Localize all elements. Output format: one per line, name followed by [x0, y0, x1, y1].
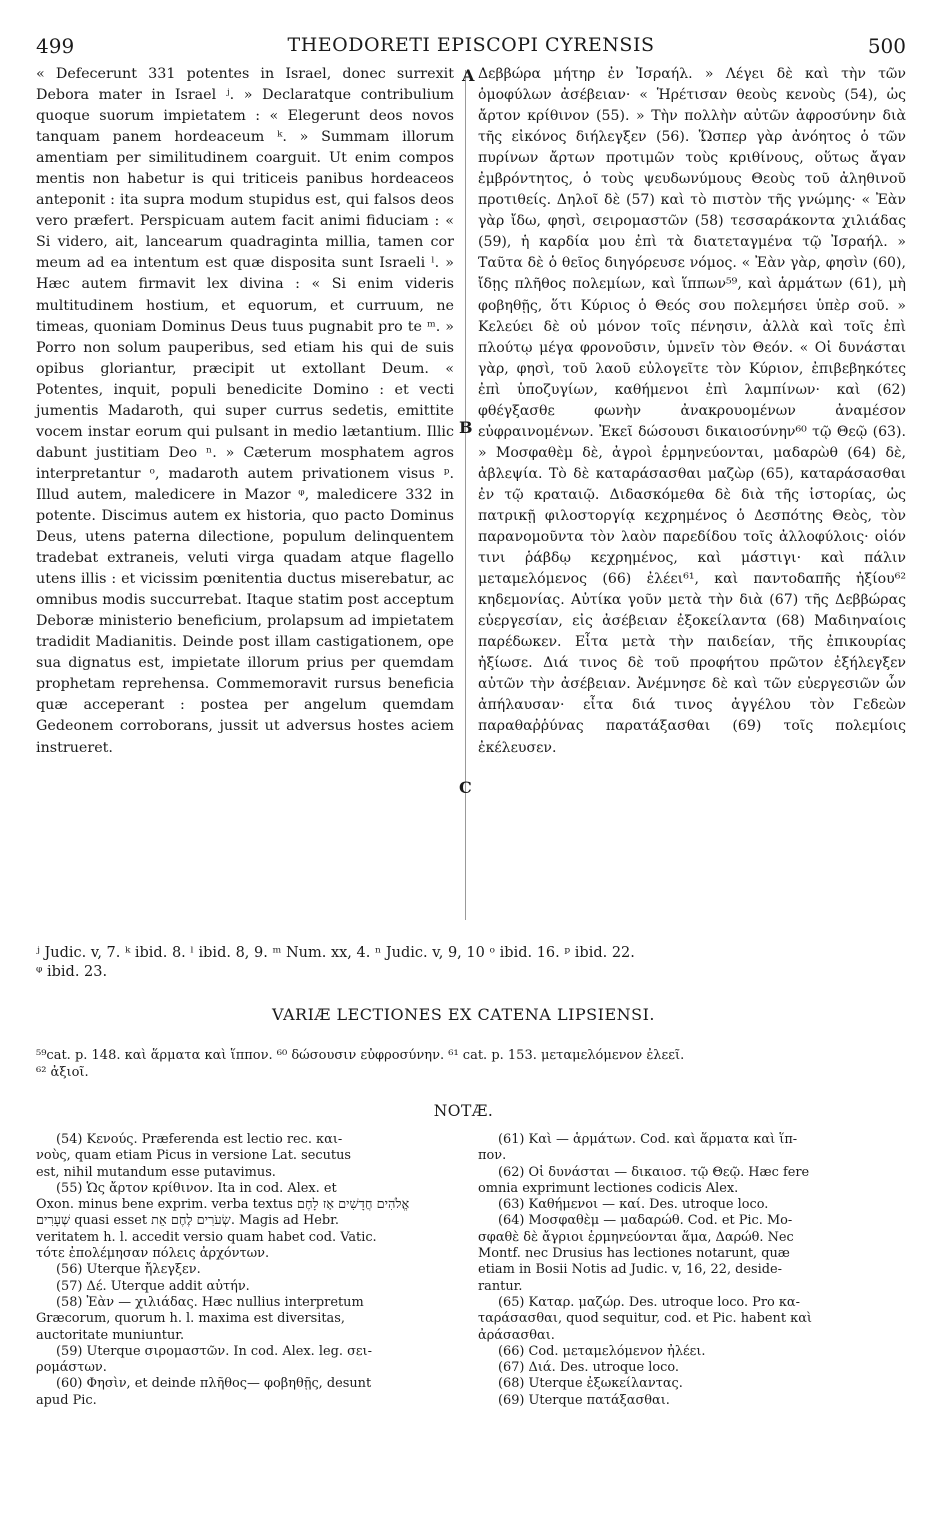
note-line: veritatem h. l. accedit versio quam habet cod. Vatic.	[36, 1229, 377, 1245]
note-line: est, nihil mutandum esse putavimus.	[36, 1164, 276, 1180]
note-line: (59) Uterque σιρομαστῶν. In cod. Alex. leg. σει-	[56, 1343, 372, 1359]
note-line: ταράσασθαι, quod sequitur, cod. et Pic. habent καὶ	[478, 1311, 812, 1327]
greek-column: Δεββώρα μήτηρ ἐν Ἰσραήλ. » Λέγει δὲ καὶ τὴν τῶν ὁμοφύλων ἀσέβειαν· « Ἡρέτισαν θεοὺς κενοὺς (54), ὡς ἄρτον κρίθινον (55). » Τὴν πολλὴν αὐτῶν ἀφροσύνην διὰ τῆς εἰκόνος διήλεγξεν (56). Ὥσπερ γὰρ ἀνόητος ὁ τῶν πυρίνων ἄρτων προτιμῶν τοὺς κριθίνους, οὕτως ἄγαν ἐμβρόντητος, ὁ τοὺς ψευδωνύμους Θεοὺς τοῦ ἀληθινοῦ προτιθείς. Δηλοῖ δὲ (57) καὶ τὸ πιστὸν τῆς γνώμης· « Ἐὰν γὰρ ἴδω, φησὶ, σειρομαστῶν (58) τεσσαράκοντα χιλιάδας (59), ἡ καρδία μου ἐπὶ τὰ διατεταγμένα τῷ Ἰσραήλ. » Ταῦτα δὲ ὁ θεῖος διηγόρευσε νόμος. « Ἐὰν γὰρ, φησὶν (60), ἴδῃς πλῆθος πολεμίων, καὶ ἵππων⁵⁹, καὶ ἁρμάτων (61), μὴ φοβηθῇς, ὅτι Κύριος ὁ Θεός σου πολεμήσει ὑπὲρ σοῦ. » Κελεύει δὲ οὐ μόνον τοῖς πένησιν, ἀλλὰ καὶ τοῖς ἐπὶ πλούτῳ μέγα φρονοῦσιν, ὑμνεῖν τὸν Θεόν. « Οἱ δυνάσται γὰρ, φησὶ, τοῦ λαοῦ εὐλογεῖτε τὸν Κύριον, ἐπιβεβηκότες ἐπὶ ὑποζυγίων, καθήμενοι ἐπὶ λαμπίνων· καὶ (62) φθέγξασθε φωνὴν ἀνακρουομένων ἀναμέσον εὐφραινομένων. Ἐκεῖ δώσουσι δικαιοσύνην⁶⁰ τῷ Θεῷ (63). » Μοσφαθὲμ δὲ, ἀγροὶ ἑρμηνεύονται, μαδαρὼθ (64) δὲ, ἀβλεψία. Τὸ δὲ καταράσασθαι μαζὼρ (65), καταράσασθαι ἐν τῷ κραταιῷ. Διδασκόμεθα δὲ διὰ τῆς ἱστορίας, ὡς πατρικῇ φιλοστοργίᾳ κεχρημένος ὁ Δεσπότης Θεὸς, τὸν παρανομοῦντα τὸν λαὸν παρεδίδου τοῖς ἀλλοφύλοις· οἱόν τινι ῥάβδῳ κεχρημένος, καὶ μάστιγι· καὶ πάλιν μεταμελόμενος (66) ἐλέει⁶¹, καὶ παντοδαπῆς ἠξίου⁶² κηδεμονίας. Αὐτίκα γοῦν μετὰ τὴν διὰ (67) τῆς Δεββώρας εὐεργεσίαν, εἰς ἀσέβειαν ἐξοκείλαντα (68) Μαδιηναίοις παρέδωκεν. Εἶτα μετὰ τὴν παιδείαν, τῆς ἐπικουρίας ἠξίωσε. Διά τινος δὲ τοῦ προφήτου πρῶτον ἐξήλεγξεν αὐτῶν τὴν ἀσέβειαν. Ἀνέμνησε δὲ καὶ τῶν εὐεργεσιῶν ὧν ἀπήλαυσαν· εἶτα διά τινος ἀγγέλου τὸν Γεδεὼν παραθαῤῥύνας παρατάξασθαι (69) τοῖς πολεμίοις ἐκέλευσεν.	[478, 66, 906, 756]
notes-left-column	[36, 1132, 454, 1409]
note-line: (61) Καὶ — ἁρμάτων. Cod. καὶ ἅρματα καὶ ἵπ-	[498, 1132, 798, 1147]
variae-line-2: ⁶² ἀξιοῖ.	[36, 1065, 89, 1080]
note-line: (65) Καταρ. μαζώρ. Des. utroque loco. Pro κα-	[498, 1294, 800, 1310]
note-line: (68) Uterque ἐξωκείλαντας.	[498, 1376, 683, 1392]
note-line: τότε ἐπολέμησαν πόλεις ἀρχόντων.	[36, 1246, 270, 1262]
note-line: (55) Ὡς ἄρτον κρίθινον. Ita in cod. Alex. et	[56, 1180, 337, 1196]
note-line: πον.	[478, 1148, 507, 1164]
page-number-right: 500	[867, 34, 906, 58]
note-line: (57) Δέ. Uterque addit αὐτήν.	[56, 1278, 250, 1294]
note-line: (60) Φησὶν, et deinde πλῆθος— φοβηθῇς, desunt	[56, 1376, 372, 1392]
note-line: (67) Διά. Des. utroque loco.	[498, 1360, 680, 1376]
note-line: (63) Καθήμενοι — καί. Des. utroque loco.	[498, 1197, 769, 1213]
note-line: שְׁעָרִים quasi esset שְׂעֹרִים לֶחֶם אֵת. Magis ad Hebr.	[36, 1213, 339, 1229]
margin-marker-c: C	[459, 778, 472, 797]
variae-line-1: ⁵⁹cat. p. 148. καὶ ἅρματα καὶ ἵππον. ⁶⁰ δώσουσιν εὐφροσύνην. ⁶¹ cat. p. 153. μεταμελόμενον ἐλεεῖ.	[36, 1048, 685, 1063]
scripture-references-line-2: ᵠ ibid. 23.	[36, 964, 108, 980]
page-number-left: 499	[36, 34, 75, 58]
note-line: etiam in Bosii Notis ad Judic. v, 16, 22, deside-	[478, 1262, 782, 1278]
running-title: THEODORETI EPISCOPI CYRENSIS	[287, 34, 655, 56]
note-line: σφαθὲ δὲ ἄγριοι ἑρμηνεύονται ἅμα, Δαρώθ. Nec	[478, 1229, 794, 1245]
note-line: Oxon. minus bene exprim. verba textus אֱלֹהִים חֲדָשִׁים אָז לָחֶם	[36, 1197, 410, 1213]
note-line: ρομάστων.	[36, 1360, 107, 1376]
note-line: (66) Cod. μεταμελόμενον ἠλέει.	[498, 1343, 706, 1359]
margin-marker-b: B	[459, 418, 473, 437]
note-line: (54) Κενούς. Præferenda est lectio rec. και-	[56, 1132, 343, 1147]
note-line: omnia exprimunt lectiones codicis Alex.	[478, 1180, 739, 1196]
notes-right-column	[478, 1132, 906, 1409]
margin-marker-a: A	[462, 66, 475, 85]
note-line: Montf. nec Drusius has lectiones notarunt, quæ	[478, 1246, 790, 1262]
note-line: (56) Uterque ἤλεγξεν.	[56, 1262, 201, 1278]
latin-column: « Defecerunt 331 potentes in Israel, donec surrexit Debora mater in Israel ʲ. » Declaratque contribulium quoque suorum impietatem : « Elegerunt deos novos tanquam panem hordeaceum ᵏ. » Summam illorum amentiam per similitudinem coarguit. Ut enim compos mentis non habetur is qui triticeis panibus hordeaceos anteponit : ita supra modum stupidus est, qui falsos deos vero præfert. Perspicuam autem facit animi fiduciam : « Si videro, ait, lancearum quadraginta millia, tamen cor meum ad ea intentum est quæ disposita sunt Israeli ˡ. » Hæc autem firmavit lex divina : « Si enim videris multitudinem hostium, et equorum, et curruum, ne timeas, quoniam Dominus Deus tuus pugnabit pro te ᵐ. » Porro non solum pauperibus, sed etiam his qui de suis opibus gloriantur, præcipit ut extollant Deum. « Potentes, inquit, populi benedicite Domino : et vecti jumentis Madaroth, qui super currus sedetis, emittite vocem instar eorum qui pulsant in medio lætantium. Illic dabunt justitiam Deo ⁿ. » Cæterum mosphatem agros interpretantur ᵒ, madaroth autem privationem visus ᵖ. Illud autem, maledicere in Mazor ᵠ, maledicere 332 in potente. Discimus autem ex historia, quo pacto Dominus Deus, utens paterna dilectione, populum delinquentem tradebat extraneis, veluti virga quadam atque flagello utens illis : et vicissim pœnitentia ductus miserebatur, ac omnibus modis succurrebat. Itaque statim post acceptum Deboræ ministerio beneficium, prolapsum ad impietatem tradidit Madianitis. Deinde post illam castigationem, ope sua dignatus est, impietate illorum prius per quemdam prophetam reprehensa. Commemoravit rursus beneficia quæ acceperant : postea per angelum quemdam Gedeonem corroborans, jussit ut adversus hostes aciem instrueret.	[36, 66, 454, 756]
note-line: apud Pic.	[36, 1392, 97, 1408]
notes-title: NOTÆ.	[433, 1102, 494, 1120]
note-line: Græcorum, quorum h. l. maxima est diversitas,	[36, 1311, 345, 1327]
note-line: (64) Μοσφαθὲμ — μαδαρώθ. Cod. et Pic. Mo-	[498, 1213, 793, 1229]
note-line: auctoritate muniuntur.	[36, 1327, 185, 1343]
note-line: rantur.	[478, 1278, 523, 1294]
variae-lectiones-title: VARIÆ LECTIONES EX CATENA LIPSIENSI.	[272, 1005, 655, 1024]
page-header	[36, 34, 906, 60]
note-line: (58) Ἐὰν — χιλιάδας. Hæc nullius interpretum	[56, 1294, 364, 1310]
scripture-references-line-1: ʲ Judic. v, 7. ᵏ ibid. 8. ˡ ibid. 8, 9. ᵐ Num. xx, 4. ⁿ Judic. v, 9, 10 ᵒ ibid. 16. ᵖ ibid. 22.	[36, 945, 635, 961]
note-line: (62) Οἱ δυνάσται — δικαιοσ. τῷ Θεῷ. Hæc fere	[498, 1164, 810, 1180]
note-line: νοὺς, quam etiam Picus in versione Lat. secutus	[36, 1148, 351, 1164]
note-line: (69) Uterque πατάξασθαι.	[498, 1392, 670, 1408]
note-line: ἀράσασθαι.	[478, 1327, 555, 1343]
